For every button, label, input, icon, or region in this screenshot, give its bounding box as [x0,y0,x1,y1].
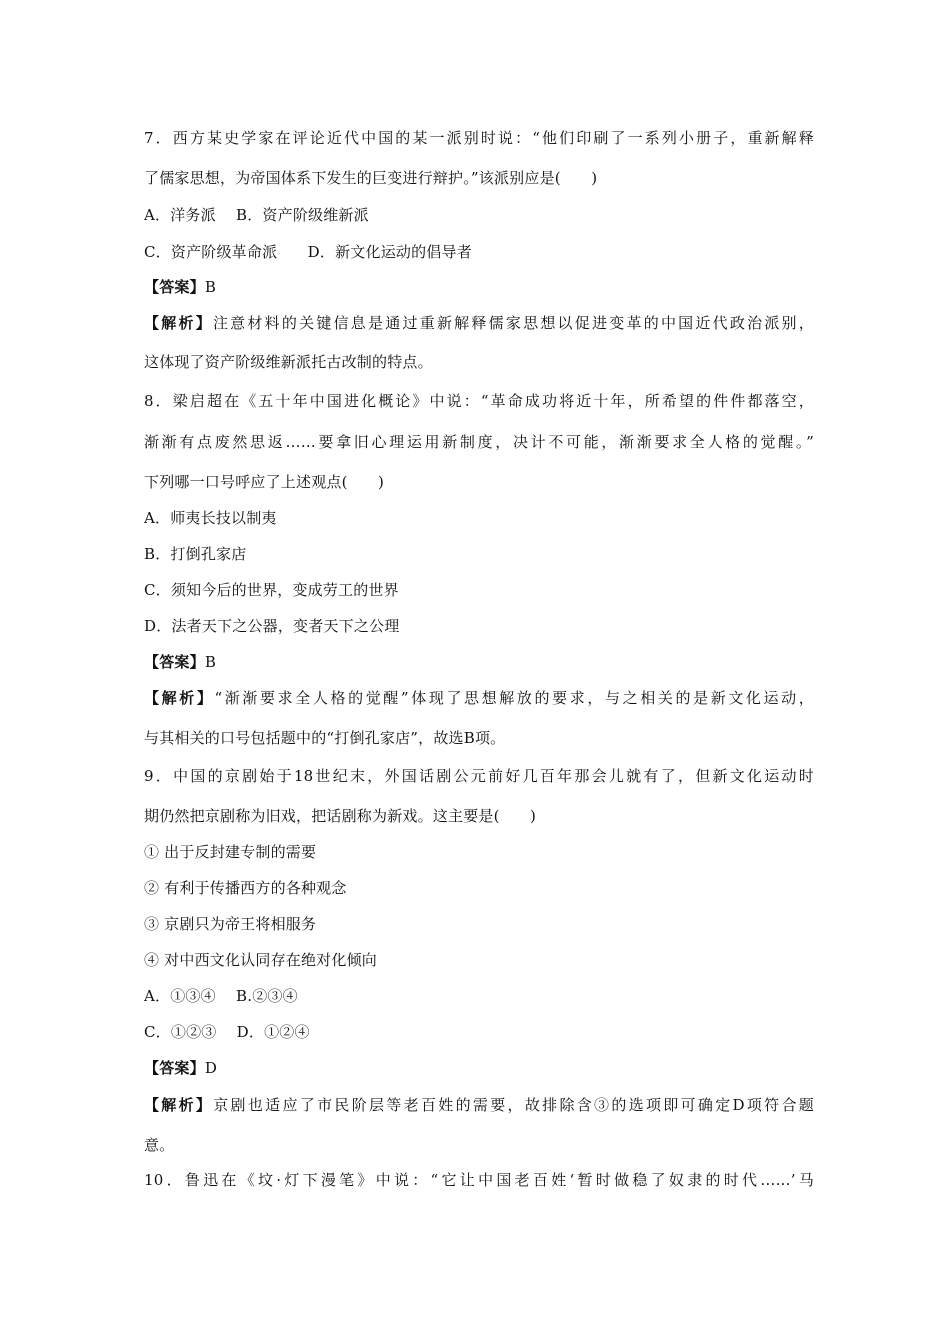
q7-analysis-line1 [144,313,814,333]
q9-item-2: ② 有利于传播西方的各种观念 [144,879,347,897]
q8-answer [144,652,814,672]
q8-analysis-line1 [144,688,814,708]
q7-option-line2: C．资产阶级革命派 D．新文化运动的倡导者 [144,243,472,261]
q9-answer [144,1058,814,1078]
q9-answer-label: 【答案】 [144,1059,205,1077]
q8-option-c: C．须知今后的世界，变成劳工的世界 [144,581,399,599]
q8-analysis-label: 【解析】 [144,689,215,707]
q7-analysis-label: 【解析】 [144,314,213,332]
q8-option-d: D．法者天下之公器，变者天下之公理 [144,617,400,635]
q9-option-line1: A．①③④ B.②③④ [144,987,298,1005]
q9-item-3: ③ 京剧只为帝王将相服务 [144,915,317,933]
q7-stem-line1: 7．西方某史学家在评论近代中国的某一派别时说：“他们印刷了一系列小册子，重新解释 [144,129,814,147]
q7-answer [144,277,814,297]
q8-analysis-line2: 与其相关的口号包括题中的“打倒孔家店”，故选B项。 [144,729,506,747]
q9-stem-line1: 9．中国的京剧始于18世纪末，外国话剧公元前好几百年那会儿就有了，但新文化运动时 [144,767,814,785]
q9-analysis-text: 京剧也适应了市民阶层等老百姓的需要，故排除含③的选项即可确定D项符合题 [213,1096,814,1114]
q9-option-line2: C．①②③ D．①②④ [144,1023,310,1041]
q8-answer-label: 【答案】 [144,653,205,671]
q8-option-b: B．打倒孔家店 [144,545,247,563]
q8-stem-line1: 8．梁启超在《五十年中国进化概论》中说：“革命成功将近十年，所希望的件件都落空， [144,392,814,410]
q9-answer-value: D [204,1059,218,1077]
q8-option-a: A．师夷长技以制夷 [144,509,277,527]
q9-analysis-line2: 意。 [144,1136,175,1154]
q10-stem-line1: 10．鲁迅在《坟·灯下漫笔》中说：“它让中国老百姓‘暂时做稳了奴隶的时代……’马 [144,1171,814,1189]
q7-stem-line2: 了儒家思想，为帝国体系下发生的巨变进行辩护。”该派别应是( ) [144,169,598,187]
q7-analysis-line2: 这体现了资产阶级维新派托古改制的特点。 [144,353,433,371]
q8-stem-line3: 下列哪一口号呼应了上述观点( ) [144,473,385,491]
q7-option-line1: A．洋务派 B．资产阶级维新派 [144,206,369,224]
q9-analysis-label: 【解析】 [144,1096,214,1114]
q8-stem-line2: 渐渐有点废然思返……要拿旧心理运用新制度，决计不可能，渐渐要求全人格的觉醒。” [144,433,814,451]
q7-answer-value: B [204,278,217,296]
q7-analysis-text: 注意材料的关键信息是通过重新解释儒家思想以促进变革的中国近代政治派别， [212,314,814,332]
q9-item-4: ④ 对中西文化认同存在绝对化倾向 [144,951,377,969]
q9-item-1: ① 出于反封建专制的需要 [144,843,317,861]
q9-stem-line2: 期仍然把京剧称为旧戏，把话剧称为新戏。这主要是( ) [144,807,537,825]
q8-answer-value: B [204,653,217,671]
q7-answer-label: 【答案】 [144,278,205,296]
q8-analysis-text: “渐渐要求全人格的觉醒”体现了思想解放的要求，与之相关的是新文化运动， [214,689,814,707]
q9-analysis-line1 [144,1095,814,1115]
